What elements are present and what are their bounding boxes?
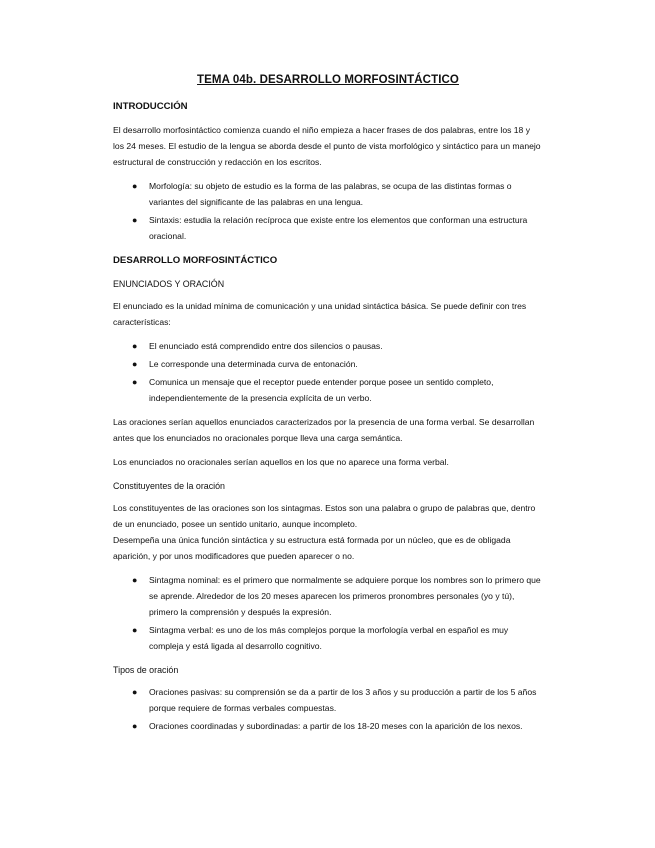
document-title: TEMA 04b. DESARROLLO MORFOSINTÁCTICO bbox=[197, 74, 459, 86]
bullet-icon: ● bbox=[132, 377, 138, 387]
bullet-icon: ● bbox=[132, 181, 138, 191]
oraciones-paragraph: Las oraciones serían aquellos enunciados caracterizados por la presencia de una forma verbal. Se desarrollan antes que los enunciados no oracionales porque lleva una carga semántica. bbox=[113, 417, 535, 443]
bullet-icon: ● bbox=[132, 341, 138, 351]
bullet-icon: ● bbox=[132, 721, 138, 731]
list-item bbox=[113, 374, 543, 406]
list-item bbox=[113, 212, 543, 244]
bullet-icon: ● bbox=[132, 687, 138, 697]
constituyentes-line-1: Los constituyentes de las oraciones son los sintagmas. Estos son una palabra o grupo de palabras que, dentro de un enunciado, posee un sentido unitario, aunque incompleto. bbox=[113, 503, 536, 529]
list-item-text: Morfología: su objeto de estudio es la forma de las palabras, se ocupa de las distintas formas o variantes del significante de las palabras en una lengua. bbox=[149, 181, 512, 207]
intro-heading: INTRODUCCIÓN bbox=[113, 101, 188, 112]
list-item-text: Sintaxis: estudia la relación recíproca que existe entre los elementos que conforman una estructura oracional. bbox=[149, 215, 528, 241]
bullet-icon: ● bbox=[132, 575, 138, 585]
list-item bbox=[113, 684, 543, 716]
list-item-text: Oraciones coordinadas y subordinadas: a partir de los 18-20 meses con la aparición de los nexos. bbox=[149, 721, 523, 731]
list-item bbox=[113, 178, 543, 210]
desarrollo-heading: DESARROLLO MORFOSINTÁCTICO bbox=[113, 255, 278, 266]
enunciado-bullet-list bbox=[113, 338, 543, 406]
document-content bbox=[113, 66, 543, 742]
no-oracionales-paragraph: Los enunciados no oracionales serían aquellos en los que no aparece una forma verbal. bbox=[113, 457, 449, 467]
list-item-text: Oraciones pasivas: su comprensión se da a partir de los 3 años y su producción a partir de los 5 años porque requiere de formas verbales compuestas. bbox=[149, 687, 537, 713]
bullet-icon: ● bbox=[132, 359, 138, 369]
enunciado-paragraph: El enunciado es la unidad mínima de comunicación y una unidad sintáctica básica. Se puede definir con tres características: bbox=[113, 301, 527, 327]
intro-bullet-list bbox=[113, 178, 543, 244]
list-item-text: Sintagma nominal: es el primero que normalmente se adquiere porque los nombres son lo primero que se aprende. Alrededor de los 20 meses aparecen los primeros pronombres personales (yo y tú), primero la comprensión y después la expresión. bbox=[149, 575, 541, 617]
list-item bbox=[113, 718, 543, 734]
bullet-icon: ● bbox=[132, 215, 138, 225]
sintagma-bullet-list bbox=[113, 572, 543, 654]
list-item bbox=[113, 338, 543, 354]
list-item bbox=[113, 356, 543, 372]
constituyentes-paragraph bbox=[113, 500, 543, 564]
list-item-text: Comunica un mensaje que el receptor puede entender porque posee un sentido completo, independientemente de la presencia explícita de un verbo. bbox=[149, 377, 494, 403]
list-item bbox=[113, 622, 543, 654]
tipos-heading: Tipos de oración bbox=[113, 665, 179, 675]
bullet-icon: ● bbox=[132, 625, 138, 635]
list-item-text: Sintagma verbal: es uno de los más complejos porque la morfología verbal en español es muy compleja y está ligada al desarrollo cognitivo. bbox=[149, 625, 509, 651]
list-item-text: Le corresponde una determinada curva de entonación. bbox=[149, 359, 358, 369]
intro-paragraph: El desarrollo morfosintáctico comienza cuando el niño empieza a hacer frases de dos palabras, entre los 18 y los 24 meses. El estudio de la lengua se aborda desde el punto de vista morfológico y sintáctico para un manejo estructural de construcción y redacción en los escritos. bbox=[113, 125, 541, 167]
enunciados-subheading: ENUNCIADOS Y ORACIÓN bbox=[113, 279, 225, 289]
constituyentes-heading: Constituyentes de la oración bbox=[113, 481, 225, 491]
list-item bbox=[113, 572, 543, 620]
tipos-bullet-list bbox=[113, 684, 543, 734]
constituyentes-line-2: Desempeña una única función sintáctica y su estructura está formada por un núcleo, que es de obligada aparición, y por unos modificadores que pueden aparecer o no. bbox=[113, 535, 511, 561]
list-item-text: El enunciado está comprendido entre dos silencios o pausas. bbox=[149, 341, 383, 351]
